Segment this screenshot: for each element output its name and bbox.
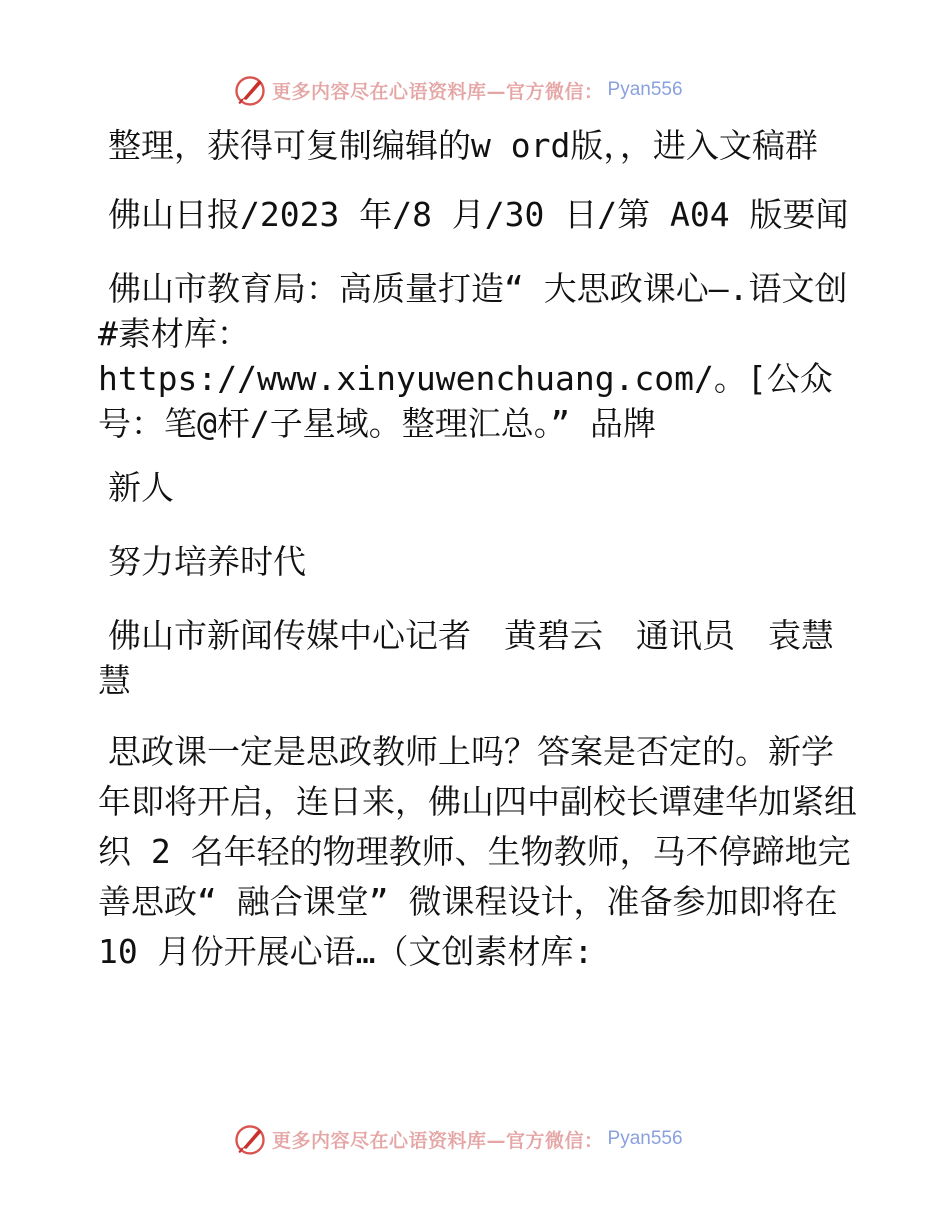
watermark-header bbox=[232, 72, 683, 108]
watermark-account: Pyan556 bbox=[607, 79, 683, 100]
paragraph-source: 佛山日报/2023 年/8 月/30 日/第 A04 版要闻 bbox=[108, 195, 849, 234]
paragraph-subtitle-1: 新人 bbox=[108, 468, 174, 507]
quill-circle-icon bbox=[232, 72, 268, 108]
document-body bbox=[98, 120, 858, 977]
paragraph-byline: 佛山市新闻传媒中心记者 黄碧云 通讯员 袁慧慧 bbox=[98, 616, 834, 700]
watermark-footer bbox=[232, 1121, 683, 1157]
paragraph-notice: 整理，获得可复制编辑的w ord版，，进入文稿群 bbox=[108, 126, 818, 165]
watermark-text: 更多内容尽在心语资料库—官方微信： bbox=[272, 80, 604, 103]
watermark-text: 更多内容尽在心语资料库—官方微信： bbox=[272, 1129, 604, 1152]
paragraph-body: 思政课一定是思政教师上吗？答案是否定的。新学年即将开启，连日来，佛山四中副校长谭建华加紧组织 2 名年轻的物理教师、生物教师，马不停蹄地完善思政“ 融合课堂” 微课程设计，准备参加即将在 10 月份开展心语…（文创素材库: bbox=[98, 732, 857, 971]
paragraph-subtitle-2: 努力培养时代 bbox=[108, 542, 306, 581]
watermark-account: Pyan556 bbox=[607, 1128, 683, 1149]
paragraph-headline: 佛山市教育局：高质量打造“ 大思政课心—.语文创#素材库：https://www.xinyuwenchuang.com/。[公众号：笔@杆/子星域。整理汇总。” 品牌 bbox=[98, 269, 848, 443]
quill-circle-icon bbox=[232, 1121, 268, 1157]
